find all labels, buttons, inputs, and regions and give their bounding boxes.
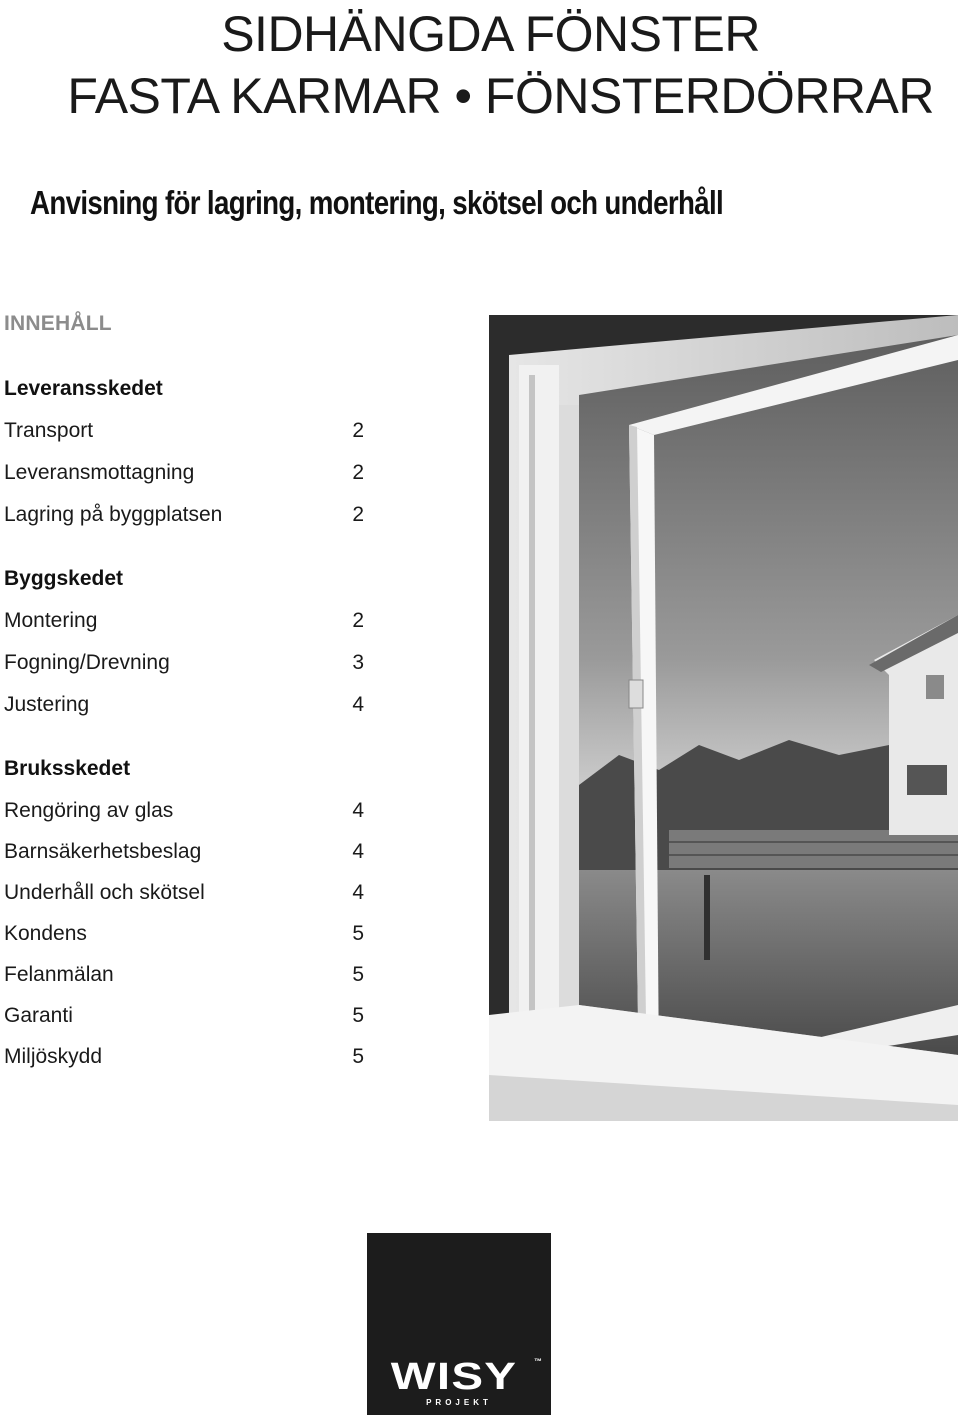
toc-section-leveransskedet	[4, 368, 364, 536]
toc-entry-page: 5	[352, 922, 364, 945]
open-window-photo	[489, 315, 958, 1121]
toc-entry[interactable]	[4, 494, 364, 536]
toc-entry-label: Kondens	[4, 922, 87, 945]
toc-entry-label: Fogning/Drevning	[4, 651, 170, 674]
toc-entry[interactable]	[4, 831, 364, 872]
logo-trademark: ™	[534, 1357, 542, 1366]
toc-entry-label: Miljöskydd	[4, 1045, 103, 1068]
toc-entry-page: 4	[352, 881, 364, 904]
toc-entry-page: 5	[352, 963, 364, 986]
toc-entry-page: 4	[352, 693, 364, 716]
toc-entry-page: 2	[352, 609, 364, 632]
toc-entry-page: 3	[352, 651, 364, 674]
toc-entry-label: Transport	[4, 419, 94, 442]
title-line-2: FASTA KARMAR • FÖNSTERDÖRRAR	[67, 68, 934, 124]
toc-section-title: Bruksskedet	[4, 757, 131, 780]
toc-entry-page: 5	[352, 1004, 364, 1027]
toc-entry[interactable]	[4, 684, 364, 726]
toc-entry[interactable]	[4, 600, 364, 642]
toc-entry[interactable]	[4, 410, 364, 452]
toc-entry-label: Barnsäkerhetsbeslag	[4, 840, 202, 863]
toc-entry-page: 2	[352, 461, 364, 484]
open-window-illustration	[489, 315, 958, 1121]
toc-entry[interactable]	[4, 1036, 364, 1077]
toc-entry[interactable]	[4, 872, 364, 913]
toc-entry[interactable]	[4, 790, 364, 831]
title-line-1: SIDHÄNGDA FÖNSTER	[221, 6, 760, 62]
toc-entry-label: Montering	[4, 609, 98, 632]
toc-section-byggskedet	[4, 558, 364, 726]
toc-entry[interactable]	[4, 954, 364, 995]
toc-entry-label: Lagring på byggplatsen	[4, 503, 223, 526]
toc-entry-label: Garanti	[4, 1004, 73, 1027]
document-subtitle: Anvisning för lagring, montering, skötsel och underhåll	[30, 184, 724, 221]
toc-entry-page: 2	[352, 503, 364, 526]
toc-section-title: Leveransskedet	[4, 377, 163, 400]
toc-entry-page: 2	[352, 419, 364, 442]
toc-entry[interactable]	[4, 995, 364, 1036]
toc-section-title: Byggskedet	[4, 567, 124, 590]
toc-entry-label: Rengöring av glas	[4, 799, 174, 822]
toc-entry[interactable]	[4, 452, 364, 494]
toc-entry[interactable]	[4, 913, 364, 954]
toc-entry-page: 4	[352, 840, 364, 863]
toc-entry-label: Leveransmottagning	[4, 461, 195, 484]
logo-tagline: PROJEKT	[426, 1398, 492, 1407]
toc-heading: INNEHÅLL	[4, 312, 112, 335]
logo-wordmark: WISY	[390, 1356, 518, 1398]
toc-section-bruksskedet	[4, 748, 364, 1077]
toc-entry-label: Underhåll och skötsel	[4, 881, 205, 904]
toc-entry-page: 4	[352, 799, 364, 822]
toc-entry[interactable]	[4, 642, 364, 684]
toc-entry-label: Felanmälan	[4, 963, 114, 986]
wisy-logo	[367, 1233, 551, 1415]
table-of-contents	[4, 306, 364, 1077]
toc-entry-label: Justering	[4, 693, 90, 716]
toc-entry-page: 5	[352, 1045, 364, 1068]
